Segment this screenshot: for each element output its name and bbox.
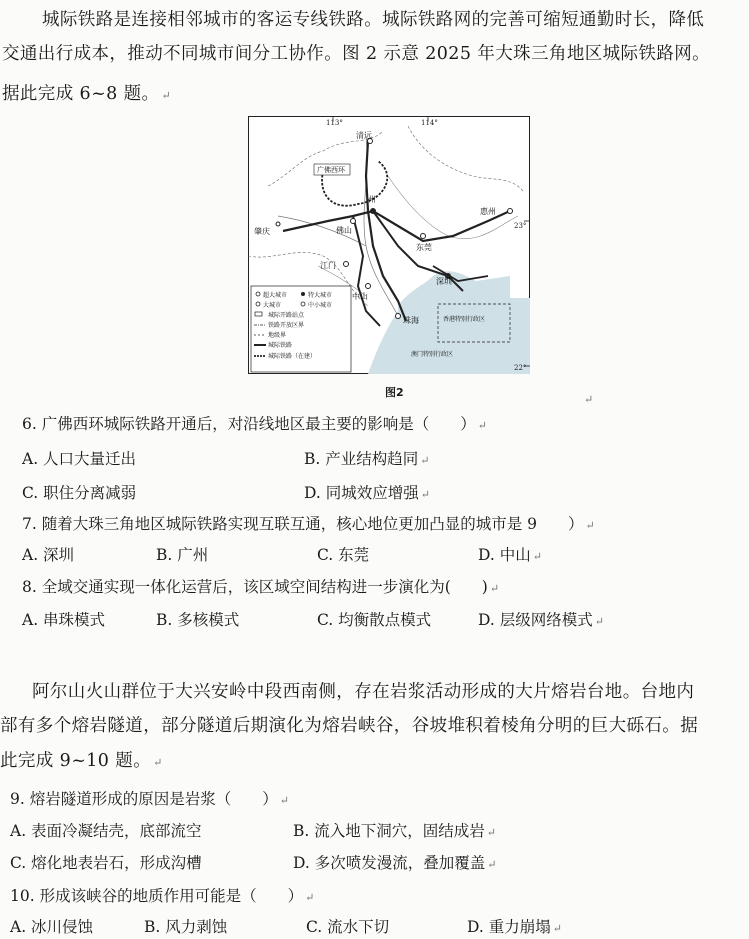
question-8-option-b[interactable]: B. 多核模式 [156,611,240,629]
question-10-option-b[interactable]: B. 风力剥蚀 [144,918,228,936]
passage2-line2: 部有多个熔岩隧道，部分隧道后期演化为熔岩峡谷，谷坡堆积着棱角分明的巨大砾石。据 [0,716,699,736]
question-6-option-d[interactable]: D. 同城效应增强 ↵ [304,484,430,502]
passage1-line1: 城际铁路是连接相邻城市的客运专线铁路。城际铁路网的完善可缩短通勤时长，降低 [42,10,705,30]
pearl-river-delta-railway-map [248,116,530,374]
question-6-option-c[interactable]: C. 职住分离减弱 [22,484,137,502]
passage1-line2: 交通出行成本，推动不同城市间分工协作。图 2 示意 2025 年大珠三角地区城际铁路网。 [2,44,711,64]
label-zhuhai: 珠海 [403,316,419,325]
svg-text:铁路开放区界: 铁路开放区界 [268,322,305,329]
label-jiangmen: 江门 [320,261,336,270]
label-qingyuan: 清远 [356,131,372,140]
question-7-option-a[interactable]: A. 深圳 [22,546,75,564]
svg-text:特大城市: 特大城市 [308,292,333,299]
svg-text:城际铁路（在建）: 城际铁路（在建） [268,353,317,360]
label-zhongshan: 中山 [352,292,368,301]
city-marker-dongguan [421,234,426,239]
question-10-option-c[interactable]: C. 流水下切 [306,918,390,936]
question-9-option-a[interactable]: A. 表面冷凝结壳，底部流空 [10,822,202,840]
question-9-stem: 9. 熔岩隧道形成的原因是岩浆（ ） ↵ [10,790,289,808]
city-marker-huizhou [508,209,513,214]
label-zhaoqing: 肇庆 [254,227,270,236]
question-7-stem: 7. 随着大珠三角地区城际铁路实现互联互通，核心地位更加凸显的城市是 9 ） ↵ [22,515,595,533]
question-9-option-d[interactable]: D. 多次喷发漫流，叠加覆盖 ↵ [293,854,497,872]
city-marker-foshan [351,219,356,224]
svg-text:城际开路站点: 城际开路站点 [268,312,305,319]
svg-text:中小城市: 中小城市 [308,302,333,309]
map-legend [251,286,351,372]
question-6-option-b[interactable]: B. 产业结构趋同 ↵ [304,450,430,468]
city-marker-guangzhou [370,208,376,214]
city-marker-jiangmen [344,262,349,267]
label-huizhou: 惠州 [480,207,496,216]
passage1-line3: 据此完成 6~8 题。 ↵ [2,84,172,104]
question-7-option-d[interactable]: D. 中山 ↵ [478,546,542,564]
label-guangzhou: 州 [368,195,376,204]
figure-caption: 图2 [385,386,404,399]
city-marker-zhaoqing [276,222,280,226]
city-marker-zhuhai [396,314,401,319]
question-8-option-c[interactable]: C. 均衡散点模式 [317,611,432,629]
svg-text:大城市: 大城市 [263,302,282,309]
label-hongkong-sar: 香港特别行政区 [443,316,486,323]
question-6-stem: 6. 广佛西环城际铁路开通后，对沿线地区最主要的影响是（ ） ↵ [22,415,487,433]
label-macao-sar: 澳门特别行政区 [411,351,454,358]
label-shenzhen: 深圳 [436,277,452,286]
lat-22-label: 22° [514,364,527,372]
question-6-option-a[interactable]: A. 人口大量迁出 [22,450,137,468]
question-8-stem: 8. 全域交通实现一体化运营后，该区域空间结构进一步演化为( ) ↵ [22,578,500,596]
question-9-option-b[interactable]: B. 流入地下洞穴，固结成岩 ↵ [293,822,496,840]
question-8-option-d[interactable]: D. 层级网络模式 ↵ [478,611,604,629]
label-foshan: 佛山 [336,226,352,235]
passage2-line3: 此完成 9~10 题。 ↵ [0,751,163,771]
question-8-option-a[interactable]: A. 串珠模式 [22,611,106,629]
paragraph-mark: ↵ [161,89,172,102]
paragraph-mark: ↵ [584,393,594,406]
passage2-line1: 阿尔山火山群位于大兴安岭中段西南侧，存在岩浆活动形成的大片熔岩台地。台地内 [32,682,695,702]
lon-113-label: 113° [326,119,343,127]
svg-text:超大城市: 超大城市 [263,292,288,299]
question-7-option-b[interactable]: B. 广州 [156,546,209,564]
question-9-option-c[interactable]: C. 熔化地表岩石，形成沟槽 [10,854,202,872]
question-7-option-c[interactable]: C. 东莞 [317,546,370,564]
label-dongguan: 东莞 [416,243,432,252]
lon-114-label: 114° [421,119,438,127]
question-10-option-d[interactable]: D. 重力崩塌 ↵ [467,918,562,936]
city-marker-zhongshan [366,284,371,289]
question-10-option-a[interactable]: A. 冰川侵蚀 [10,918,94,936]
svg-text:地级界: 地级界 [268,332,287,339]
lat-23-label: 23° [514,222,527,230]
label-guangfo-west-ring: 广佛西环 [317,166,345,174]
question-10-stem: 10. 形成该峡谷的地质作用可能是（ ） ↵ [10,887,315,905]
svg-text:城际铁路: 城际铁路 [268,342,293,349]
